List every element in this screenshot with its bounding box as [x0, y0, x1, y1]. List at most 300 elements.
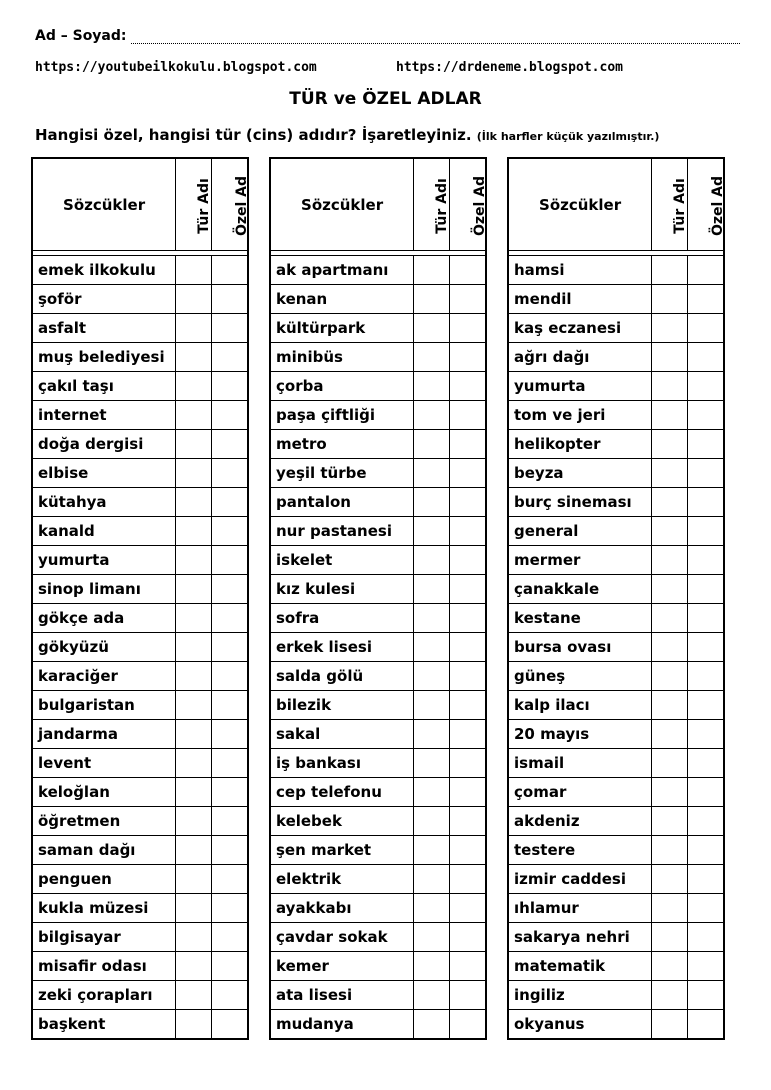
word-cell: bilezik: [270, 691, 414, 720]
table-row: [508, 1010, 724, 1040]
tur-adi-checkbox[interactable]: [652, 894, 688, 923]
tur-adi-checkbox[interactable]: [414, 923, 450, 952]
table-row: [32, 778, 248, 807]
ozel-ad-checkbox[interactable]: [450, 836, 486, 865]
table-row: [508, 401, 724, 430]
table-row: [270, 401, 486, 430]
ozel-ad-checkbox[interactable]: [688, 604, 724, 633]
table-row: [32, 401, 248, 430]
word-cell: nur pastanesi: [270, 517, 414, 546]
ozel-ad-checkbox[interactable]: [688, 865, 724, 894]
table-row: [508, 372, 724, 401]
tur-adi-checkbox[interactable]: [652, 807, 688, 836]
page-title: TÜR ve ÖZEL ADLAR: [289, 89, 482, 109]
ozel-ad-checkbox[interactable]: [212, 923, 248, 952]
table-row: [32, 314, 248, 343]
word-cell: bilgisayar: [32, 923, 176, 952]
tur-adi-checkbox[interactable]: [176, 256, 212, 285]
table-row: [270, 691, 486, 720]
word-cell: kaş eczanesi: [508, 314, 652, 343]
tur-adi-header-text: Tür Adı: [671, 177, 688, 234]
tur-adi-header: [176, 158, 212, 251]
word-cell: kanald: [32, 517, 176, 546]
ozel-ad-checkbox[interactable]: [212, 981, 248, 1010]
ozel-ad-checkbox[interactable]: [212, 1010, 248, 1040]
word-table-1: [31, 157, 249, 1040]
tur-adi-checkbox[interactable]: [652, 314, 688, 343]
tur-adi-checkbox[interactable]: [176, 488, 212, 517]
word-cell: mudanya: [270, 1010, 414, 1040]
table-row: [32, 952, 248, 981]
word-cell: ak apartmanı: [270, 256, 414, 285]
word-cell: internet: [32, 401, 176, 430]
instruction: [35, 126, 750, 144]
word-cell: elektrik: [270, 865, 414, 894]
tur-adi-checkbox[interactable]: [176, 604, 212, 633]
ozel-ad-header: [212, 158, 251, 251]
word-cell: misafir odası: [32, 952, 176, 981]
word-cell: gökyüzü: [32, 633, 176, 662]
tur-adi-checkbox[interactable]: [176, 662, 212, 691]
tur-adi-checkbox[interactable]: [652, 459, 688, 488]
ozel-ad-checkbox[interactable]: [212, 256, 248, 285]
tur-adi-checkbox[interactable]: [414, 256, 450, 285]
tur-adi-checkbox[interactable]: [652, 749, 688, 778]
table-row: [32, 256, 248, 285]
table-row: [508, 604, 724, 633]
table-row: [270, 575, 486, 604]
ozel-ad-checkbox[interactable]: [212, 865, 248, 894]
ozel-ad-checkbox[interactable]: [212, 604, 248, 633]
table-row: [508, 778, 724, 807]
word-cell: kemer: [270, 952, 414, 981]
word-cell: pantalon: [270, 488, 414, 517]
tur-adi-checkbox[interactable]: [414, 662, 450, 691]
tur-adi-checkbox[interactable]: [414, 430, 450, 459]
word-cell: zeki çorapları: [32, 981, 176, 1010]
tur-adi-checkbox[interactable]: [652, 517, 688, 546]
table-row: [270, 372, 486, 401]
tur-adi-checkbox[interactable]: [652, 865, 688, 894]
ozel-ad-checkbox[interactable]: [212, 691, 248, 720]
ozel-ad-checkbox[interactable]: [212, 372, 248, 401]
tur-adi-checkbox[interactable]: [176, 749, 212, 778]
ozel-ad-checkbox[interactable]: [450, 285, 486, 314]
tur-adi-checkbox[interactable]: [414, 1010, 450, 1040]
ozel-ad-checkbox[interactable]: [688, 662, 724, 691]
ozel-ad-checkbox[interactable]: [688, 459, 724, 488]
tur-adi-checkbox[interactable]: [176, 575, 212, 604]
ozel-ad-checkbox[interactable]: [450, 981, 486, 1010]
tur-adi-checkbox[interactable]: [652, 778, 688, 807]
ozel-ad-header-text: Özel Ad: [710, 175, 727, 236]
table-row: [32, 691, 248, 720]
tur-adi-checkbox[interactable]: [652, 720, 688, 749]
word-cell: doğa dergisi: [32, 430, 176, 459]
ozel-ad-checkbox[interactable]: [212, 343, 248, 372]
table-row: [508, 923, 724, 952]
ozel-ad-checkbox[interactable]: [212, 807, 248, 836]
ozel-ad-checkbox[interactable]: [688, 952, 724, 981]
table-row: [270, 865, 486, 894]
tur-adi-checkbox[interactable]: [414, 285, 450, 314]
word-cell: kelebek: [270, 807, 414, 836]
word-cell: başkent: [32, 1010, 176, 1040]
ozel-ad-checkbox[interactable]: [212, 401, 248, 430]
tur-adi-checkbox[interactable]: [176, 836, 212, 865]
table-row: [270, 546, 486, 575]
ozel-ad-checkbox[interactable]: [688, 691, 724, 720]
tur-adi-checkbox[interactable]: [652, 285, 688, 314]
tur-adi-checkbox[interactable]: [176, 314, 212, 343]
ozel-ad-checkbox[interactable]: [688, 430, 724, 459]
tur-adi-checkbox[interactable]: [414, 372, 450, 401]
ozel-ad-checkbox[interactable]: [450, 662, 486, 691]
ozel-ad-checkbox[interactable]: [688, 488, 724, 517]
word-cell: emek ilkokulu: [32, 256, 176, 285]
table-row: [508, 517, 724, 546]
link-drdeneme[interactable]: https://drdeneme.blogspot.com: [396, 60, 623, 75]
ozel-ad-checkbox[interactable]: [212, 952, 248, 981]
name-surname-row: [35, 28, 740, 44]
table-row: [508, 285, 724, 314]
word-cell: saman dağı: [32, 836, 176, 865]
table-row: [270, 778, 486, 807]
table-row: [32, 865, 248, 894]
ozel-ad-checkbox[interactable]: [212, 778, 248, 807]
word-cell: sofra: [270, 604, 414, 633]
word-cell: ayakkabı: [270, 894, 414, 923]
ozel-ad-checkbox[interactable]: [450, 604, 486, 633]
word-cell: metro: [270, 430, 414, 459]
tur-adi-checkbox[interactable]: [652, 923, 688, 952]
table-row: [270, 894, 486, 923]
ozel-ad-checkbox[interactable]: [688, 894, 724, 923]
ozel-ad-checkbox[interactable]: [450, 575, 486, 604]
ozel-ad-checkbox[interactable]: [212, 749, 248, 778]
ozel-ad-checkbox[interactable]: [450, 1010, 486, 1040]
word-cell: beyza: [508, 459, 652, 488]
tur-adi-checkbox[interactable]: [414, 778, 450, 807]
tur-adi-checkbox[interactable]: [176, 1010, 212, 1040]
ozel-ad-checkbox[interactable]: [688, 517, 724, 546]
word-cell: jandarma: [32, 720, 176, 749]
tur-adi-checkbox[interactable]: [414, 517, 450, 546]
word-cell: sakarya nehri: [508, 923, 652, 952]
ozel-ad-checkbox[interactable]: [212, 633, 248, 662]
tur-adi-checkbox[interactable]: [414, 314, 450, 343]
ozel-ad-checkbox[interactable]: [450, 807, 486, 836]
tur-adi-checkbox[interactable]: [414, 749, 450, 778]
tur-adi-checkbox[interactable]: [652, 836, 688, 865]
word-table-2: [269, 157, 487, 1040]
ozel-ad-checkbox[interactable]: [212, 894, 248, 923]
ozel-ad-checkbox[interactable]: [450, 778, 486, 807]
tur-adi-checkbox[interactable]: [176, 459, 212, 488]
ozel-ad-checkbox[interactable]: [688, 575, 724, 604]
word-cell: yeşil türbe: [270, 459, 414, 488]
table-row: [32, 575, 248, 604]
tur-adi-checkbox[interactable]: [652, 401, 688, 430]
ozel-ad-checkbox[interactable]: [212, 836, 248, 865]
word-cell: şoför: [32, 285, 176, 314]
tur-adi-checkbox[interactable]: [414, 575, 450, 604]
table-row: [32, 1010, 248, 1040]
ozel-ad-checkbox[interactable]: [212, 430, 248, 459]
ozel-ad-checkbox[interactable]: [688, 778, 724, 807]
word-cell: tom ve jeri: [508, 401, 652, 430]
header-row: [32, 158, 248, 251]
word-cell: keloğlan: [32, 778, 176, 807]
tur-adi-checkbox[interactable]: [176, 778, 212, 807]
word-cell: mendil: [508, 285, 652, 314]
tur-adi-checkbox[interactable]: [176, 894, 212, 923]
tur-adi-checkbox[interactable]: [652, 488, 688, 517]
word-cell: kenan: [270, 285, 414, 314]
ozel-ad-checkbox[interactable]: [450, 894, 486, 923]
table-row: [508, 430, 724, 459]
ozel-ad-checkbox[interactable]: [688, 343, 724, 372]
ozel-ad-checkbox[interactable]: [450, 691, 486, 720]
tur-adi-checkbox[interactable]: [176, 691, 212, 720]
word-table-3: [507, 157, 725, 1040]
word-cell: çomar: [508, 778, 652, 807]
table-row: [32, 372, 248, 401]
tur-adi-checkbox[interactable]: [652, 546, 688, 575]
ozel-ad-checkbox[interactable]: [450, 459, 486, 488]
name-surname-label: Ad – Soyad:: [35, 28, 127, 44]
ozel-ad-checkbox[interactable]: [212, 459, 248, 488]
table-row: [270, 430, 486, 459]
word-cell: minibüs: [270, 343, 414, 372]
ozel-ad-checkbox[interactable]: [450, 749, 486, 778]
tur-adi-checkbox[interactable]: [414, 894, 450, 923]
ozel-ad-checkbox[interactable]: [212, 546, 248, 575]
word-cell: ismail: [508, 749, 652, 778]
ozel-ad-checkbox[interactable]: [212, 517, 248, 546]
word-cell: kukla müzesi: [32, 894, 176, 923]
table-row: [270, 633, 486, 662]
table-row: [270, 256, 486, 285]
table-row: [508, 981, 724, 1010]
ozel-ad-checkbox[interactable]: [688, 372, 724, 401]
word-cell: çakıl taşı: [32, 372, 176, 401]
tur-adi-checkbox[interactable]: [176, 401, 212, 430]
table-row: [270, 836, 486, 865]
ozel-ad-checkbox[interactable]: [450, 256, 486, 285]
ozel-ad-checkbox[interactable]: [212, 285, 248, 314]
ozel-ad-checkbox[interactable]: [450, 633, 486, 662]
ozel-ad-checkbox[interactable]: [688, 285, 724, 314]
tur-adi-checkbox[interactable]: [652, 343, 688, 372]
tur-adi-checkbox[interactable]: [176, 865, 212, 894]
table-row: [270, 749, 486, 778]
word-cell: iskelet: [270, 546, 414, 575]
tur-adi-checkbox[interactable]: [414, 604, 450, 633]
tur-adi-checkbox[interactable]: [652, 256, 688, 285]
tur-adi-checkbox[interactable]: [414, 401, 450, 430]
word-cell: erkek lisesi: [270, 633, 414, 662]
ozel-ad-checkbox[interactable]: [688, 981, 724, 1010]
tur-adi-checkbox[interactable]: [414, 546, 450, 575]
tur-adi-header-text: Tür Adı: [195, 177, 212, 234]
name-surname-line[interactable]: [131, 31, 741, 44]
ozel-ad-checkbox[interactable]: [450, 430, 486, 459]
word-cell: muş belediyesi: [32, 343, 176, 372]
word-cell: levent: [32, 749, 176, 778]
tur-adi-checkbox[interactable]: [652, 691, 688, 720]
word-cell: mermer: [508, 546, 652, 575]
tur-adi-checkbox[interactable]: [176, 807, 212, 836]
word-cell: ata lisesi: [270, 981, 414, 1010]
tur-adi-checkbox[interactable]: [652, 430, 688, 459]
ozel-ad-checkbox[interactable]: [212, 662, 248, 691]
table-row: [508, 633, 724, 662]
ozel-ad-checkbox[interactable]: [450, 865, 486, 894]
ozel-ad-checkbox[interactable]: [688, 401, 724, 430]
ozel-ad-checkbox[interactable]: [450, 488, 486, 517]
table-row: [270, 343, 486, 372]
tur-adi-checkbox[interactable]: [414, 488, 450, 517]
table-row: [32, 807, 248, 836]
tur-adi-checkbox[interactable]: [414, 720, 450, 749]
tur-adi-checkbox[interactable]: [414, 981, 450, 1010]
tur-adi-checkbox[interactable]: [652, 575, 688, 604]
word-cell: sinop limanı: [32, 575, 176, 604]
word-cell: penguen: [32, 865, 176, 894]
tur-adi-checkbox[interactable]: [652, 372, 688, 401]
word-cell: 20 mayıs: [508, 720, 652, 749]
table-row: [508, 488, 724, 517]
table-row: [270, 807, 486, 836]
words-header: Sözcükler: [270, 158, 414, 251]
word-cell: şen market: [270, 836, 414, 865]
word-cell: gökçe ada: [32, 604, 176, 633]
tur-adi-checkbox[interactable]: [414, 865, 450, 894]
tur-adi-header: [414, 158, 450, 251]
ozel-ad-checkbox[interactable]: [212, 720, 248, 749]
word-cell: elbise: [32, 459, 176, 488]
table-row: [270, 314, 486, 343]
word-cell: çavdar sokak: [270, 923, 414, 952]
table-row: [508, 807, 724, 836]
word-cell: salda gölü: [270, 662, 414, 691]
table-row: [32, 633, 248, 662]
ozel-ad-checkbox[interactable]: [688, 546, 724, 575]
ozel-ad-checkbox[interactable]: [688, 256, 724, 285]
table-row: [508, 865, 724, 894]
ozel-ad-checkbox[interactable]: [450, 517, 486, 546]
tur-adi-checkbox[interactable]: [176, 546, 212, 575]
ozel-ad-checkbox[interactable]: [688, 720, 724, 749]
tur-adi-checkbox[interactable]: [652, 952, 688, 981]
ozel-ad-checkbox[interactable]: [450, 314, 486, 343]
table-row: [32, 662, 248, 691]
ozel-ad-checkbox[interactable]: [450, 546, 486, 575]
tur-adi-checkbox[interactable]: [176, 720, 212, 749]
ozel-ad-checkbox[interactable]: [450, 952, 486, 981]
tur-adi-checkbox[interactable]: [652, 604, 688, 633]
words-header: Sözcükler: [32, 158, 176, 251]
ozel-ad-checkbox[interactable]: [212, 314, 248, 343]
ozel-ad-checkbox[interactable]: [450, 720, 486, 749]
word-cell: karaciğer: [32, 662, 176, 691]
ozel-ad-checkbox[interactable]: [688, 633, 724, 662]
tur-adi-checkbox[interactable]: [414, 952, 450, 981]
word-cell: sakal: [270, 720, 414, 749]
tur-adi-checkbox[interactable]: [176, 430, 212, 459]
tur-adi-checkbox[interactable]: [176, 517, 212, 546]
link-youtubeilkokulu[interactable]: https://youtubeilkokulu.blogspot.com: [35, 60, 317, 75]
table-row: [270, 981, 486, 1010]
instruction-note: (İlk harfler küçük yazılmıştır.): [476, 130, 660, 143]
tur-adi-checkbox[interactable]: [414, 807, 450, 836]
tur-adi-checkbox[interactable]: [414, 633, 450, 662]
word-cell: kütahya: [32, 488, 176, 517]
table-row: [32, 459, 248, 488]
tur-adi-checkbox[interactable]: [414, 459, 450, 488]
tur-adi-header-text: Tür Adı: [433, 177, 450, 234]
ozel-ad-header: [450, 158, 489, 251]
table-row: [32, 285, 248, 314]
tur-adi-checkbox[interactable]: [414, 836, 450, 865]
ozel-ad-checkbox[interactable]: [212, 575, 248, 604]
tur-adi-checkbox[interactable]: [652, 1010, 688, 1040]
word-cell: hamsi: [508, 256, 652, 285]
tur-adi-checkbox[interactable]: [176, 981, 212, 1010]
tur-adi-checkbox[interactable]: [176, 923, 212, 952]
ozel-ad-checkbox[interactable]: [688, 807, 724, 836]
tur-adi-checkbox[interactable]: [176, 343, 212, 372]
table-row: [32, 923, 248, 952]
word-cell: iş bankası: [270, 749, 414, 778]
word-cell: ingiliz: [508, 981, 652, 1010]
word-cell: matematik: [508, 952, 652, 981]
ozel-ad-checkbox[interactable]: [450, 372, 486, 401]
table-row: [32, 604, 248, 633]
ozel-ad-checkbox[interactable]: [450, 343, 486, 372]
tur-adi-checkbox[interactable]: [176, 285, 212, 314]
tur-adi-checkbox[interactable]: [414, 691, 450, 720]
tur-adi-checkbox[interactable]: [652, 662, 688, 691]
word-cell: paşa çiftliği: [270, 401, 414, 430]
table-row: [508, 894, 724, 923]
word-cell: kız kulesi: [270, 575, 414, 604]
tur-adi-checkbox[interactable]: [652, 981, 688, 1010]
word-cell: testere: [508, 836, 652, 865]
ozel-ad-checkbox[interactable]: [450, 923, 486, 952]
ozel-ad-header-text: Özel Ad: [234, 175, 251, 236]
tur-adi-checkbox[interactable]: [176, 372, 212, 401]
table-row: [508, 459, 724, 488]
ozel-ad-checkbox[interactable]: [450, 401, 486, 430]
ozel-ad-checkbox[interactable]: [212, 488, 248, 517]
table-row: [270, 952, 486, 981]
header-row: [508, 158, 724, 251]
ozel-ad-checkbox[interactable]: [688, 1010, 724, 1040]
ozel-ad-checkbox[interactable]: [688, 749, 724, 778]
header-row: [270, 158, 486, 251]
tur-adi-checkbox[interactable]: [176, 633, 212, 662]
tur-adi-checkbox[interactable]: [652, 633, 688, 662]
tur-adi-checkbox[interactable]: [176, 952, 212, 981]
word-cell: akdeniz: [508, 807, 652, 836]
table-row: [508, 836, 724, 865]
ozel-ad-checkbox[interactable]: [688, 923, 724, 952]
ozel-ad-checkbox[interactable]: [688, 836, 724, 865]
tur-adi-checkbox[interactable]: [414, 343, 450, 372]
ozel-ad-checkbox[interactable]: [688, 314, 724, 343]
